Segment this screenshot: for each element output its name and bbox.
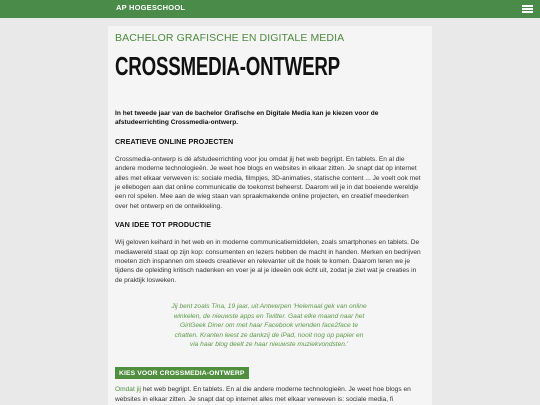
menu-line bbox=[522, 8, 533, 10]
closing-paragraph bbox=[115, 385, 423, 404]
section-paragraph-creative-projects: Crossmedia-ontwerp is dé afstudeerrichting voor jou omdat jij het web begrijpt. En tablets. En al die andere moderne technologieën. Je weet hoe blogs en websites in elkaar zitten. Je snapt dat op internet alles met elkaar verweven is: sociale media, filmpjes, 3D-animaties, statische content ... Je voelt ook met je ellebogen aan dat online communicatie de toekomst beheerst. Daarom wil je in dat boeiende wereldje een rol spelen. Mee aan de wieg staan van spraakmakende online projecten, en creatief meedenken over het ontwerp en de ontwikkeling. bbox=[115, 155, 421, 210]
menu-line bbox=[522, 5, 533, 7]
article bbox=[115, 32, 423, 404]
choose-crossmedia-button[interactable]: KIES VOOR CROSSMEDIA-ONTWERP bbox=[115, 367, 249, 379]
menu-line bbox=[522, 11, 533, 13]
omdat-jij-link[interactable]: Omdat jij bbox=[115, 386, 142, 394]
top-navigation-bar bbox=[0, 0, 540, 18]
brand-logo-link[interactable]: AP HOGESCHOOL bbox=[116, 3, 186, 12]
section-heading-creative-projects: CREATIEVE ONLINE PROJECTEN bbox=[115, 136, 234, 146]
page-title: CROSSMEDIA-ONTWERP bbox=[115, 51, 340, 81]
section-heading-idea-to-production: VAN IDEE TOT PRODUCTIE bbox=[115, 220, 212, 230]
page-subtitle: BACHELOR GRAFISCHE EN DIGITALE MEDIA bbox=[115, 32, 345, 44]
closing-text: het web begrijpt. En tablets. En al die andere moderne technologieën. Je weet hoe blogs en websites in elkaar zitten. Je snapt dat op internet alles met elkaar verweven is: sociale media, fi bbox=[115, 386, 411, 403]
lead-paragraph: In het tweede jaar van de bachelor Grafische en Digitale Media kan je kiezen voor de afstudeerrichting Crossmedia-ontwerp. bbox=[115, 110, 379, 127]
section-paragraph-idea-to-production: Wij geloven keihard in het web en in moderne communicatiemiddelen, zoals smartphones en tablets. De mediawereld staat op zijn kop: consumenten en lezers hebben de macht in handen. Merken en bedrijven moeten zich inspannen om steeds creatiever en relevanter uit de hoek te komen. Daarom leren we je tijdens de opleiding kritisch nadenken en voer je al je ideeën ook écht uit, zodat je ziet wat je creaties in de praktijk losweken. bbox=[115, 239, 421, 284]
main-content bbox=[108, 26, 432, 405]
hamburger-menu-icon[interactable] bbox=[522, 5, 533, 13]
testimonial-quote: Jij bent zoals Tina, 19 jaar, uit Antwerpen 'Helemaal gek van online winkelen, de nieuwste apps en Twitter. Gaat elke maand naar het GirlGeek Diner om met haar Facebook vrienden face2face te chatten. Kranten leest ze dankzij de iPad, nooit nog op papier en via haar blog deelt ze haar nieuwste muziekvondsten.' bbox=[171, 303, 367, 348]
